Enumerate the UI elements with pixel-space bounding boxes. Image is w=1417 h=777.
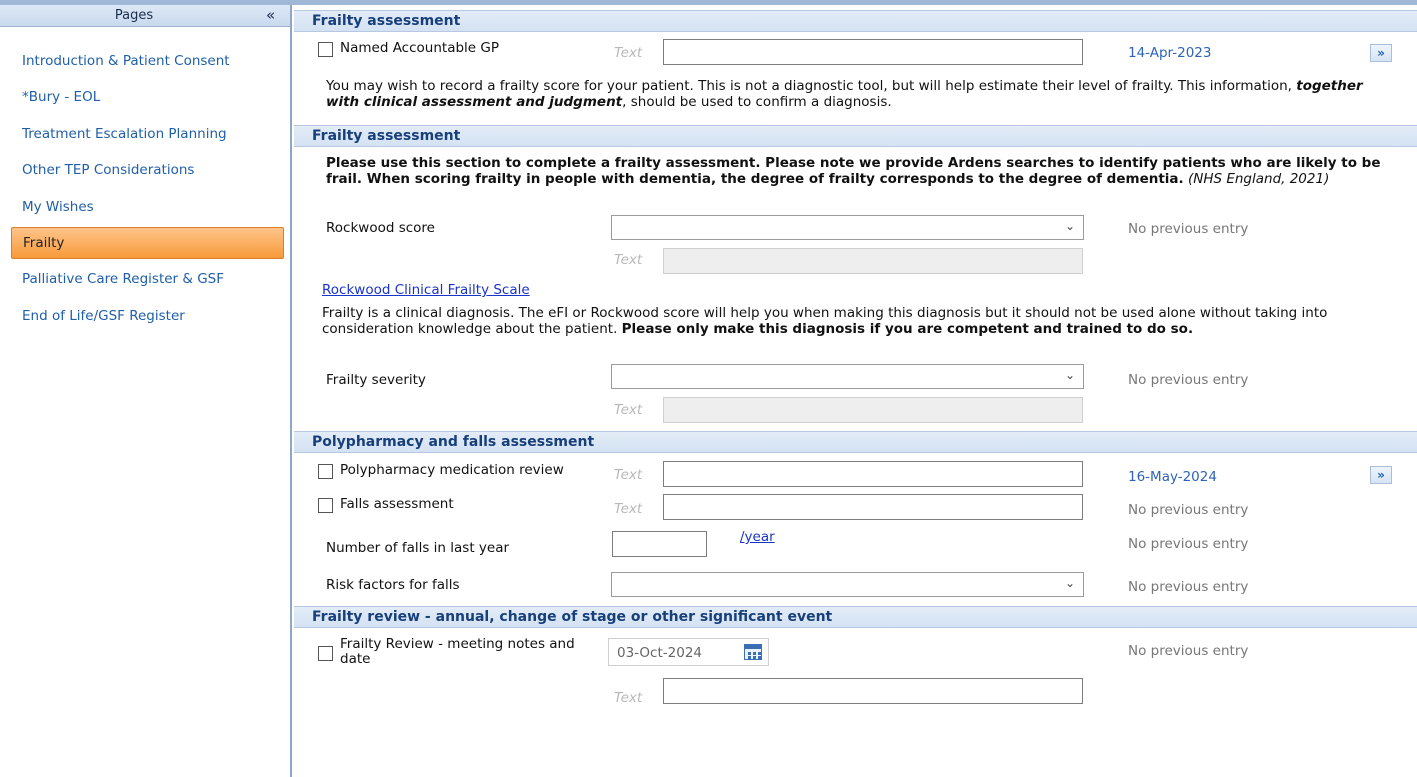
named-gp-hint: Text: [614, 45, 643, 61]
section-header-polypharmacy: [294, 431, 1417, 453]
falls-assessment-text-input[interactable]: [663, 494, 1083, 520]
pages-sidebar: [0, 5, 292, 777]
section-title: Polypharmacy and falls assessment: [312, 434, 595, 450]
frailty-review-label-line2: date: [340, 651, 371, 667]
named-gp-checkbox[interactable]: [318, 42, 333, 57]
polypharmacy-label: Polypharmacy medication review: [340, 462, 564, 478]
double-chevron-right-icon: »: [1377, 46, 1385, 60]
section-title: Frailty review - annual, change of stage or other significant event: [312, 609, 833, 625]
frailty-severity-text-input[interactable]: [663, 397, 1083, 423]
named-gp-expand-button[interactable]: [1370, 44, 1392, 62]
polypharmacy-checkbox[interactable]: [318, 464, 333, 479]
frailty-review-date-field[interactable]: [608, 638, 769, 666]
risk-factors-label: Risk factors for falls: [326, 577, 460, 593]
chevron-down-icon: ⌄: [1064, 219, 1075, 233]
sidebar-item-frailty[interactable]: Frailty: [11, 227, 284, 259]
frailty-review-hint: Text: [614, 690, 643, 706]
rockwood-score-select[interactable]: [611, 215, 1084, 240]
section-header-frailty-assessment-2: [294, 125, 1417, 147]
risk-factors-status: No previous entry: [1128, 579, 1249, 595]
collapse-icon[interactable]: «: [266, 6, 276, 24]
rockwood-text-input[interactable]: [663, 248, 1083, 274]
num-falls-status: No previous entry: [1128, 536, 1249, 552]
calendar-icon[interactable]: [744, 644, 762, 660]
frailty-review-status: No previous entry: [1128, 643, 1249, 659]
per-year-link[interactable]: /year: [740, 529, 775, 545]
rockwood-status: No previous entry: [1128, 221, 1249, 237]
section-title: Frailty assessment: [312, 128, 461, 144]
polypharmacy-text-input[interactable]: [663, 461, 1083, 487]
falls-assessment-hint: Text: [614, 501, 643, 517]
num-falls-label: Number of falls in last year: [326, 540, 510, 556]
sidebar-item-end-of-life[interactable]: End of Life/GSF Register: [22, 308, 185, 324]
named-gp-label: Named Accountable GP: [340, 40, 499, 56]
frailty-severity-hint: Text: [614, 402, 643, 418]
sidebar-item-other-tep[interactable]: Other TEP Considerations: [22, 162, 195, 178]
rockwood-hint: Text: [614, 252, 643, 268]
diagnosis-text: Frailty is a clinical diagnosis. The eFI or Rockwood score will help you when making this diagnosis but it should not be used alone without taking into consideration knowledge about the patient.: [322, 305, 1328, 337]
polypharmacy-date: 16-May-2024: [1128, 469, 1217, 485]
named-gp-date: 14-Apr-2023: [1128, 45, 1212, 61]
falls-assessment-status: No previous entry: [1128, 502, 1249, 518]
frailty-assessment-intro: [326, 155, 1396, 187]
falls-assessment-checkbox[interactable]: [318, 498, 333, 513]
sidebar-header: [0, 5, 290, 27]
num-falls-input[interactable]: [612, 531, 707, 557]
info-text-end: , should be used to confirm a diagnosis.: [622, 94, 892, 110]
intro-bold: Please use this section to complete a frailty assessment. Please note we provide Ardens searches to identify patients who are likely to be frail. When scoring frailty in people with dementia, the degree of frailty corresponds to the degree of dementia.: [326, 155, 1381, 187]
frailty-score-info: [326, 78, 1386, 110]
rockwood-score-label: Rockwood score: [326, 220, 435, 236]
info-text: You may wish to record a frailty score for your patient. This is not a diagnostic tool, but will help estimate their level of frailty. This information,: [326, 78, 1297, 94]
section-header-frailty-review: [294, 606, 1417, 628]
sidebar-item-bury-eol[interactable]: *Bury - EOL: [22, 89, 101, 105]
double-chevron-right-icon: »: [1377, 468, 1385, 482]
chevron-down-icon: ⌄: [1064, 576, 1075, 590]
risk-factors-select[interactable]: [611, 572, 1084, 597]
frailty-severity-status: No previous entry: [1128, 372, 1249, 388]
frailty-severity-select[interactable]: [611, 364, 1084, 389]
polypharmacy-expand-button[interactable]: [1370, 466, 1392, 484]
polypharmacy-hint: Text: [614, 467, 643, 483]
chevron-down-icon: ⌄: [1064, 368, 1075, 382]
frailty-diagnosis-info: [322, 305, 1382, 337]
section-header-frailty-assessment-1: [294, 10, 1417, 32]
diagnosis-bold: Please only make this diagnosis if you are competent and trained to do so.: [621, 321, 1194, 337]
sidebar-item-palliative-care[interactable]: Palliative Care Register & GSF: [22, 271, 224, 287]
main-panel: [294, 5, 1417, 777]
frailty-review-text-input[interactable]: [663, 678, 1083, 704]
frailty-severity-label: Frailty severity: [326, 372, 426, 388]
sidebar-item-introduction[interactable]: Introduction & Patient Consent: [22, 53, 230, 69]
intro-citation: (NHS England, 2021): [1187, 171, 1330, 187]
section-title: Frailty assessment: [312, 13, 461, 29]
sidebar-item-treatment-escalation[interactable]: Treatment Escalation Planning: [22, 126, 227, 142]
frailty-review-label: [340, 637, 575, 667]
sidebar-title: Pages: [114, 8, 154, 23]
frailty-review-label-line1: Frailty Review - meeting notes and: [340, 636, 575, 652]
sidebar-item-my-wishes[interactable]: My Wishes: [22, 199, 94, 215]
falls-assessment-label: Falls assessment: [340, 496, 454, 512]
info-emphasis: together with clinical assessment and judgment: [326, 78, 1363, 110]
frailty-review-checkbox[interactable]: [318, 646, 333, 661]
rockwood-scale-link[interactable]: Rockwood Clinical Frailty Scale: [322, 282, 530, 298]
frailty-review-date: 03-Oct-2024: [617, 645, 702, 661]
named-gp-text-input[interactable]: [663, 39, 1083, 65]
